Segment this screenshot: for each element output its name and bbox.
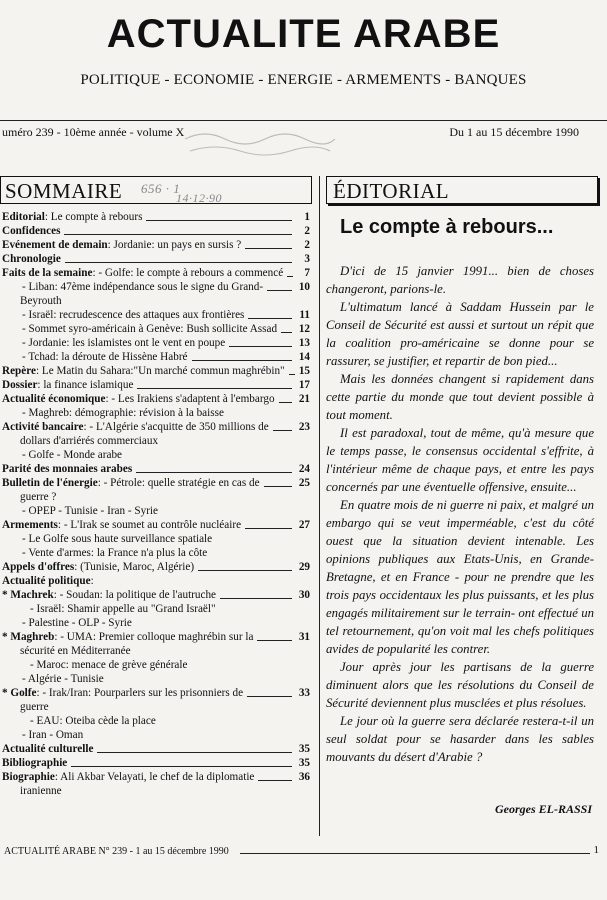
toc-entry-text: : Ali Akbar Velayati, le chef de la diplomatie [54,771,255,783]
toc-entry [0,224,312,238]
toc-entry-text: : - L'Algérie s'acquitte de 350 millions de [83,421,269,433]
toc-page-number: 13 [298,337,310,349]
toc-entry [0,672,312,686]
toc-leader-line [264,486,292,487]
toc-page-number: 35 [298,743,310,755]
toc-page-number: 27 [298,519,310,531]
toc-entry-continuation: guerre ? [20,491,57,503]
toc-leader-line [137,388,292,389]
toc-entry-continuation: iranienne [20,785,62,797]
toc-leader-line [136,472,292,473]
editorial-paragraph: Le jour où la guerre sera déclarée restera-t-il un seul soldat pour se hasarder dans les sables mouvants du désert d'Arabie ? [326,714,594,764]
sommaire-heading-box [0,176,312,204]
handwritten-date: 14·12·90 [176,191,222,205]
editorial-title: Le compte à rebours... [340,216,554,238]
toc-section-label: * Machrek [2,589,54,601]
toc-leader-line [289,374,295,375]
toc-entry-text: : Le Matin du Sahara:"Un marché commun maghrébin" [35,365,285,377]
toc-entry [0,588,312,602]
table-of-contents [0,210,312,798]
toc-entry-text: : Le compte à rebours [44,211,143,223]
toc-section-label: Biographie [2,771,55,783]
toc-entry [0,308,312,322]
toc-entry-text: - Israël: Shamir appelle au "Grand Israël" [30,603,216,615]
toc-leader-line [97,752,292,753]
toc-entry [0,448,312,462]
toc-section-label: * Maghreb [2,631,55,643]
toc-entry-text: - Golfe - Monde arabe [22,449,123,461]
toc-section-label: * Golfe [2,687,37,699]
toc-section-label: Chronologie [2,253,61,265]
toc-section-label: Activité bancaire [2,421,84,433]
toc-page-number: 11 [299,309,310,321]
toc-entry-text: : la finance islamique [37,379,134,391]
toc-entry-text: - Maroc: menace de grève générale [30,659,188,671]
toc-section-label: Faits de la semaine [2,267,93,279]
toc-page-number: 25 [298,477,310,489]
toc-entry [0,266,312,280]
toc-page-number: 1 [304,211,310,223]
toc-page-number: 30 [298,589,310,601]
publication-title: ACTUALITE ARABE [106,12,501,56]
editorial-paragraph: En quatre mois de ni guerre ni paix, et malgré un embargo qui se veut imperméable, c'est du côté ouest que la situation devient intenable. Les opinions publiques aux Etats-Unis, en Grande-Bretagne, et en France - pour ne prendre que les trois pays occidentaux les plus puissants, et les plus engagés militairement sur le terrain- ont effectué un tel retournement, qu'on voit mal les chefs politiques avides de popularité les contrer. [326,498,594,656]
toc-leader-line [248,318,292,319]
publication-subtitle: POLITIQUE - ECONOMIE - ENERGIE - ARMEMENTS - BANQUES [80,72,527,88]
toc-section-label: Bibliographie [2,757,68,769]
toc-entry-text: : - Irak/Iran: Pourparlers sur les prisonniers de [36,687,244,699]
toc-entry-text: : - L'Irak se soumet au contrôle nucléaire [57,519,242,531]
toc-entry-text: : - UMA: Premier colloque maghrébin sur la [54,631,254,643]
toc-entry-text: - OPEP - Tunisie - Iran - Syrie [22,505,159,517]
toc-entry [0,392,312,406]
toc-leader-line [245,528,292,529]
toc-leader-line [192,360,292,361]
toc-entry-text: - Jordanie: les islamistes ont le vent en poupe [22,337,226,349]
toc-page-number: 14 [298,351,310,363]
toc-entry-text: - Israël: recrudescence des attaques aux frontières [22,309,245,321]
toc-entry-continuation: guerre [20,701,49,713]
editorial-paragraph: L'ultimatum lancé à Saddam Hussein par le Conseil de Sécurité est aussi et surtout un répit que la coalition pro-américaine se donne pour se rassurer, se justifier, et repartir de bon pied... [326,300,594,368]
toc-page-number: 2 [304,225,310,237]
toc-section-label: Confidences [2,225,61,237]
footer-issue: ACTUALITÉ ARABE N° 239 - 1 au 15 décembre 1990 [4,846,229,857]
toc-entry [0,210,312,224]
toc-page-number: 21 [298,393,310,405]
toc-page-number: 33 [298,687,310,699]
toc-entry-text: - Tchad: la déroute de Hissène Habré [22,351,188,363]
toc-leader-line [273,430,292,431]
toc-section-label: Actualité politique [2,575,91,587]
toc-page-number: 36 [298,771,310,783]
toc-entry-continuation: Beyrouth [20,295,62,307]
toc-entry-text: - Algérie - Tunisie [22,673,104,685]
toc-leader-line [245,248,292,249]
toc-entry-continuation: dollars d'arriérés commerciaux [20,435,159,447]
toc-section-label: Dossier [2,379,38,391]
toc-leader-line [198,570,292,571]
toc-entry [0,336,312,350]
toc-entry [0,476,312,490]
toc-entry-text: : - Pétrole: quelle stratégie en cas de [97,477,260,489]
toc-entry-text: - Vente d'armes: la France n'a plus la côte [22,547,208,559]
editorial-paragraph: Mais les données changent si rapidement dans cette partie du monde que tout devient possible à tout moment. [326,372,594,422]
toc-entry [0,728,312,742]
toc-entry [0,602,312,616]
toc-page-number: 10 [298,281,310,293]
editorial-paragraph: Jour après jour les partisans de la guerre diminuent alors que les résolutions du Conseil de Sécurité deviennent plus musclées et plus résolues. [326,660,594,710]
toc-entry [0,686,312,700]
toc-page-number: 12 [298,323,310,335]
toc-page-number: 17 [298,379,310,391]
toc-page-number: 35 [298,757,310,769]
masthead [0,10,607,89]
toc-leader-line [258,780,292,781]
toc-leader-line [71,766,292,767]
footer-rule [240,853,590,854]
toc-entry-text: : (Tunisie, Maroc, Algérie) [74,561,195,573]
handwritten-note: 656 · 1 [141,181,181,196]
editorial-signature: Georges EL-RASSI [494,802,592,816]
ink-stamp-smudge [180,121,340,161]
toc-entry [0,770,312,784]
toc-entry [0,252,312,266]
toc-page-number: 7 [304,267,310,279]
toc-section-label: Actualité économique [2,393,106,405]
toc-entry [0,616,312,630]
toc-entry-continuation: sécurité en Méditerranée [20,645,131,657]
sommaire-section [0,176,312,204]
toc-page-number: 29 [298,561,310,573]
toc-entry-text: - Iran - Oman [22,729,84,741]
toc-entry-text: : [90,575,94,587]
editorial-section [326,176,598,816]
toc-entry-text: - Sommet syro-américain à Genève: Bush sollicite Assad [22,323,278,335]
toc-entry-text: - Liban: 47ème indépendance sous le signe du Grand- [22,281,264,293]
toc-entry [0,350,312,364]
toc-entry-text: : - Soudan: la politique de l'autruche [53,589,217,601]
toc-entry [0,560,312,574]
toc-entry [0,742,312,756]
toc-leader-line [281,332,292,333]
sommaire-heading: SOMMAIRE [5,179,123,203]
toc-page-number: 3 [304,253,310,265]
issue-dates: Du 1 au 15 décembre 1990 [449,125,579,139]
toc-section-label: Armements [2,519,58,531]
toc-entry [0,420,312,434]
toc-entry-text: : - Golfe: le compte à rebours a commencé [92,267,284,279]
toc-entry [0,532,312,546]
toc-page-number: 24 [298,463,310,475]
column-divider [319,176,320,836]
toc-entry [0,630,312,644]
toc-entry [0,658,312,672]
toc-entry [0,406,312,420]
toc-entry [0,462,312,476]
toc-leader-line [65,262,292,263]
toc-entry [0,322,312,336]
toc-page-number: 15 [298,365,310,377]
toc-section-label: Appels d'offres [2,561,75,573]
toc-section-label: Parité des monnaies arabes [2,463,133,475]
toc-leader-line [257,640,292,641]
toc-leader-line [267,290,292,291]
toc-entry [0,504,312,518]
toc-leader-line [229,346,292,347]
toc-page-number: 23 [298,421,310,433]
issue-bar [0,120,607,142]
toc-leader-line [287,276,293,277]
toc-entry [0,756,312,770]
toc-page-number: 31 [298,631,310,643]
issue-number: uméro 239 - 10ème année - volume X [2,125,185,139]
toc-entry [0,518,312,532]
editorial-heading-box [326,176,598,204]
toc-section-label: Editorial [2,211,45,223]
toc-entry [0,364,312,378]
toc-section-label: Evénement de demain [2,239,108,251]
toc-entry-text: - Le Golfe sous haute surveillance spatiale [22,533,213,545]
toc-leader-line [146,220,292,221]
toc-entry-text: : - Les Irakiens s'adaptent à l'embargo [105,393,275,405]
toc-section-label: Actualité culturelle [2,743,94,755]
toc-entry-text: - Maghreb: démographie: révision à la baisse [22,407,224,419]
toc-entry [0,238,312,252]
toc-entry-text: : Jordanie: un pays en sursis ? [107,239,242,251]
toc-leader-line [220,598,292,599]
editorial-body [326,262,594,766]
toc-entry-text: - Palestine - OLP - Syrie [22,617,132,629]
toc-leader-line [64,234,292,235]
toc-entry [0,378,312,392]
toc-entry [0,574,312,588]
toc-entry [0,546,312,560]
toc-page-number: 2 [304,239,310,251]
toc-section-label: Bulletin de l'énergie [2,477,98,489]
editorial-paragraph: Il est paradoxal, tout de même, qu'à mesure que le temps passe, le consensus occidental s'effrite, à l'intérieur même de chaque pays, et entre les pays concernés par une éventuelle offensive, ensuite... [326,426,594,494]
toc-entry-text: - EAU: Oteiba cède la place [30,715,156,727]
editorial-heading: ÉDITORIAL [333,179,450,203]
toc-section-label: Repère [2,365,36,377]
toc-entry [0,714,312,728]
toc-leader-line [247,696,292,697]
editorial-paragraph: D'ici de 15 janvier 1991... bien de choses changeront, parions-le. [326,264,594,296]
toc-leader-line [279,402,292,403]
page-number: 1 [593,844,599,856]
toc-entry [0,280,312,294]
